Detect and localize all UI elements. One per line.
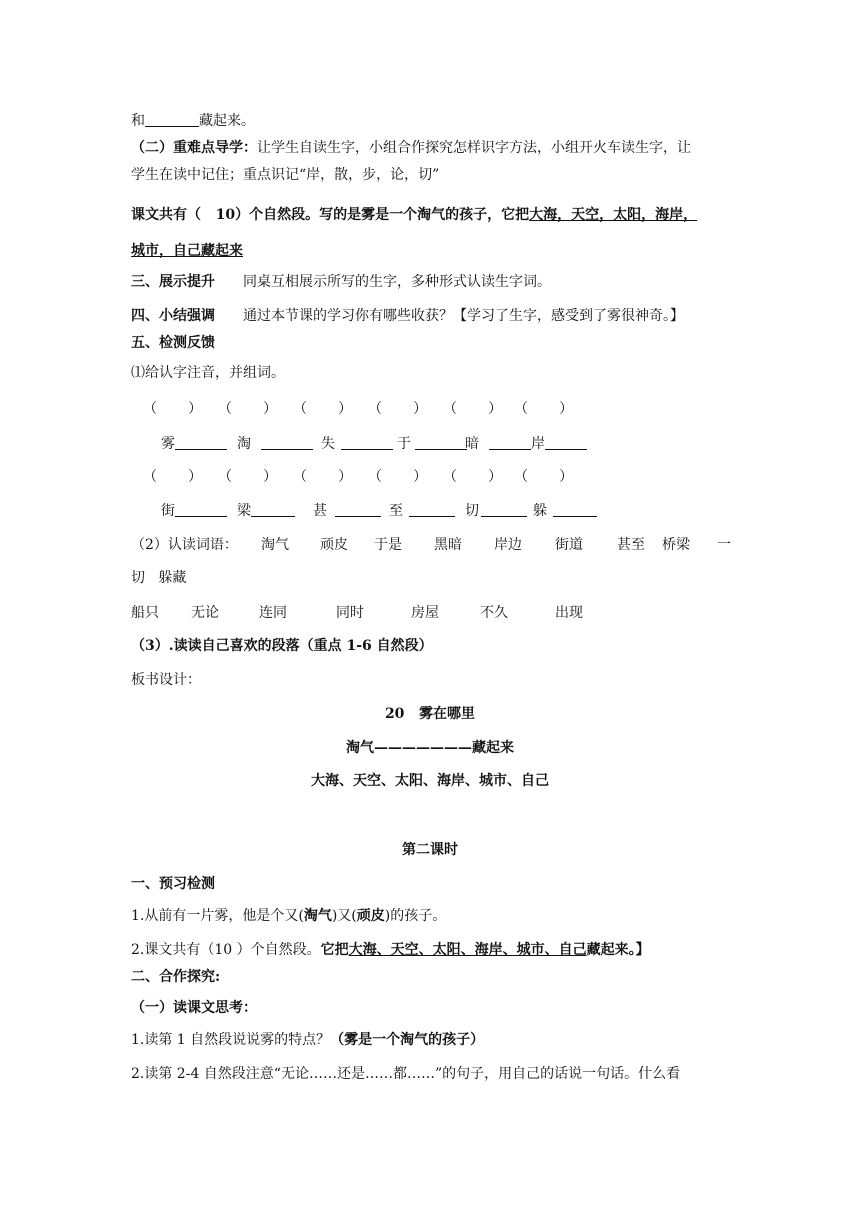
answer: 藏起来。】 [586, 942, 650, 958]
text: 藏起来。 [199, 113, 255, 129]
fill-blank [175, 502, 227, 517]
line-p2 [131, 906, 446, 926]
word: 不久 [480, 605, 508, 621]
pinyin-blank: （ ） [514, 401, 574, 417]
character: 失 [321, 436, 335, 452]
line-p3 [131, 940, 650, 960]
fill-blank [415, 435, 467, 450]
pinyin-blank: （ ） [514, 469, 574, 485]
word: 于是 [374, 537, 402, 553]
fill-blank [545, 435, 587, 450]
fill-blank [553, 502, 597, 517]
word: 桥梁 [662, 537, 690, 553]
answer: 顽皮 [356, 908, 385, 924]
line-5: 城市，自己藏起来 [131, 243, 243, 259]
text: 让学生自读生字，小组合作探究怎样识字方法，小组开火车读生字，让 [257, 140, 691, 156]
section-heading: （二）重难点导学： [131, 140, 257, 156]
section-heading-5: 五、检测反馈 [131, 335, 215, 351]
answer: （雾是一个淘气的孩子） [330, 1032, 485, 1048]
underlined-answer: 大海、天空、太阳、海岸、城市、自己 [348, 942, 587, 958]
word: 黑暗 [434, 537, 462, 553]
pinyin-blank: （ ） [218, 469, 278, 485]
text: )又( [331, 908, 357, 924]
character: 暗 [465, 436, 479, 452]
pinyin-blank: （ ） [443, 401, 503, 417]
pinyin-row-1 [0, 398, 860, 418]
answer: 它把 [320, 942, 349, 958]
words-row-2 [0, 602, 860, 622]
fill-blank [145, 112, 199, 127]
line-2 [131, 138, 691, 158]
text: 和 [131, 113, 145, 129]
word: 连同 [259, 605, 287, 621]
line-7 [131, 306, 684, 326]
word: 顽皮 [320, 537, 348, 553]
word: 淘气 [261, 537, 289, 553]
character: 梁 [237, 503, 251, 519]
line-p7: 2.读第 2-4 自然段注意“无论……还是……都……”的句子，用自己的话说一句话。什么看 [131, 1066, 681, 1082]
character: 岸 [531, 436, 545, 452]
fill-blank [261, 435, 313, 450]
word: 岸边 [494, 537, 522, 553]
fill-blank [335, 502, 381, 517]
character: 至 [389, 503, 403, 519]
char-row-2 [0, 500, 860, 520]
board-title: 20 雾在哪里 [384, 706, 476, 722]
word: 房屋 [411, 605, 439, 621]
character: 雾 [161, 436, 175, 452]
section-heading-explore: 二、合作探究: [131, 969, 221, 985]
text: 1.读第 1 自然段说说雾的特点？ [131, 1032, 331, 1048]
pinyin-blank: （ ） [293, 469, 353, 485]
pinyin-blank: （ ） [368, 401, 428, 417]
text: 通过本节课的学习你有哪些收获？【学习了生字，感受到了雾很神奇。】 [243, 308, 684, 324]
underlined-text: 大海，天空，太阳，海岸， [529, 207, 698, 223]
section-heading: 四、小结强调 [131, 308, 215, 324]
line-9: ⑴给认字注音，并组词。 [131, 365, 285, 381]
board-line-2: 淘气———————藏起来 [346, 740, 514, 756]
pinyin-blank: （ ） [293, 401, 353, 417]
line-3: 学生在读中记住；重点识记“岸，散，步，论，切” [131, 167, 440, 183]
character: 甚 [313, 503, 327, 519]
board-line-3: 大海、天空、太阳、海岸、城市、自己 [311, 773, 549, 789]
line-1 [131, 111, 255, 131]
subsection-heading: （一）读课文思考： [131, 1000, 257, 1016]
line-4 [131, 205, 697, 225]
character: 躲 [533, 503, 547, 519]
text: 同桌互相展示所写的生字，多种形式认读生字词。 [243, 274, 551, 290]
word: 无论 [191, 605, 219, 621]
text: 1.从前有一片雾，他是个又( [131, 908, 304, 924]
character: 切 [465, 503, 479, 519]
fill-blank [481, 502, 527, 517]
character: 淘 [237, 436, 251, 452]
section-heading: 三、展示提升 [131, 274, 215, 290]
fill-blank [251, 502, 295, 517]
pinyin-row-2 [0, 466, 860, 486]
words-row-1-cont: 切 躲藏 [131, 570, 187, 586]
character: 于 [397, 436, 411, 452]
line-read: （3）.读读自己喜欢的段落（重点 1-6 自然段） [131, 638, 433, 654]
pinyin-blank: （ ） [143, 469, 203, 485]
fill-blank [341, 435, 393, 450]
answer: 淘气 [303, 908, 332, 924]
text: 课文共有（ 10）个自然段。写的是雾是一个淘气的孩子，它把 [131, 207, 530, 223]
pinyin-blank: （ ） [143, 401, 203, 417]
words-heading: （2）认读词语： [131, 537, 238, 553]
word: 街道 [555, 537, 583, 553]
word: 甚至 [617, 537, 645, 553]
pinyin-blank: （ ） [443, 469, 503, 485]
char-row-1 [0, 433, 860, 453]
lesson-title: 第二课时 [402, 842, 458, 858]
fill-blank [409, 502, 455, 517]
fill-blank [489, 435, 531, 450]
text: 2.课文共有（10 ）个自然段。 [131, 942, 321, 958]
word: 一 [717, 537, 731, 553]
word: 出现 [555, 605, 583, 621]
text: )的孩子。 [384, 908, 447, 924]
pinyin-blank: （ ） [218, 401, 278, 417]
line-p6 [131, 1030, 484, 1050]
fill-blank [175, 435, 227, 450]
pinyin-blank: （ ） [368, 469, 428, 485]
word: 船只 [131, 605, 159, 621]
line-6 [131, 272, 551, 292]
section-heading-preview: 一、预习检测 [131, 876, 215, 892]
board-label: 板书设计： [131, 672, 201, 688]
words-row-1 [0, 534, 860, 554]
word: 同时 [336, 605, 364, 621]
character: 街 [161, 503, 175, 519]
